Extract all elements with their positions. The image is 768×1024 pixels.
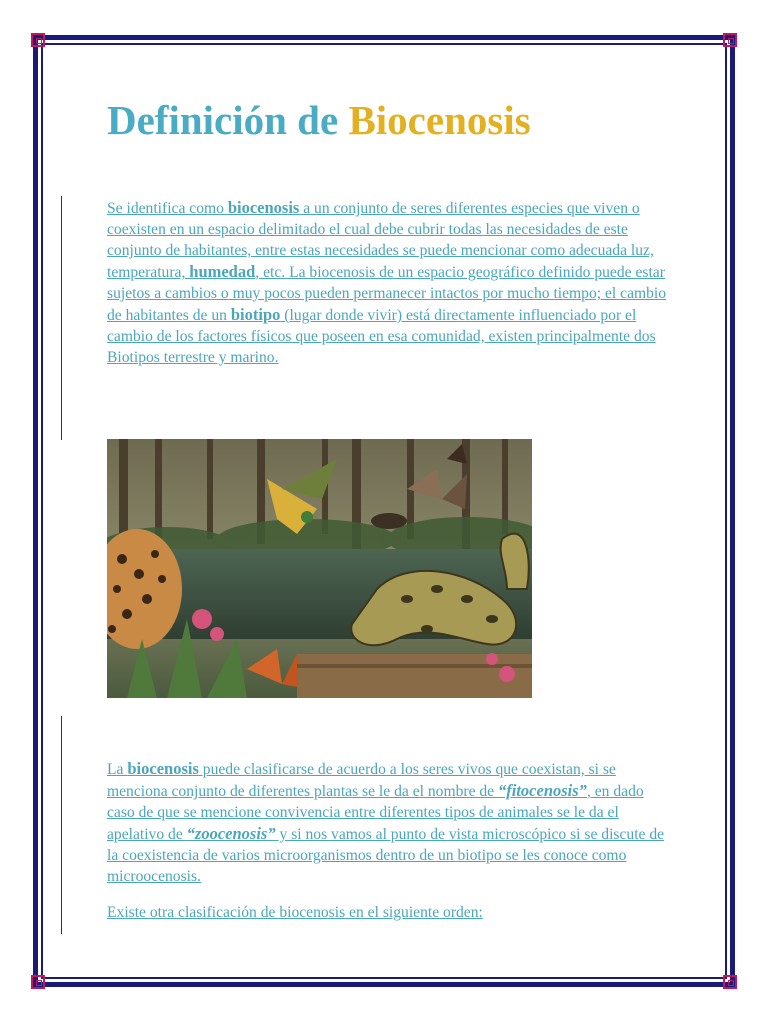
corner-ornament-top-right xyxy=(723,33,737,47)
text-run: , etc. La biocenosis de un espacio geográfico definido puede estar sujetos a cambios o muy pocos pueden permanecer intactos por mucho tiempo; el cambio de habitantes de un xyxy=(107,264,667,324)
corner-ornament-bottom-left xyxy=(31,975,45,989)
term-fitocenosis: “fitocenosis” xyxy=(498,781,587,800)
jungle-illustration xyxy=(107,439,532,698)
corner-ornament-top-left xyxy=(31,33,45,47)
margin-bar-2 xyxy=(61,716,62,934)
text-run: puede clasificarse de acuerdo a los seres vivos que coexistan, si se menciona conjunto de diferentes plantas se le da el nombre de xyxy=(107,761,616,800)
paragraph-intro[interactable] xyxy=(107,197,667,368)
paragraph-other-classification[interactable]: Existe otra clasificación de biocenosis en el siguiente orden: xyxy=(107,904,483,921)
title-part-biocenosis: Biocenosis xyxy=(348,97,531,143)
corner-ornament-bottom-right xyxy=(723,975,737,989)
text-run: (lugar donde vivir) está directamente influenciado por el cambio de los factores físicos que poseen en esa comunidad, existen principalmente dos Biotipos terrestre y marino. xyxy=(107,307,656,366)
text-run: , en dado caso de que se mencione convivencia entre diferentes tipos de animales se le da el apelativo de xyxy=(107,783,644,843)
text-run: y si nos vamos al punto de vista microscópico si se discute de la coexistencia de varios microorganismos dentro de un biotipo se les conoce como microocenosis. xyxy=(107,826,665,885)
text-run: a un conjunto de seres diferentes especies que viven o coexisten en un espacio delimitado el cual debe cubrir todas las necesidades de este conjunto de habitantes, entre estas necesidades se puede mencionar como adecuada luz, temperatura, xyxy=(107,200,654,281)
margin-bar-1 xyxy=(61,196,62,440)
term-biotipo: biotipo xyxy=(230,305,281,324)
title-part-definicion: Definición de xyxy=(107,97,339,143)
term-zoocenosis: “zoocenosis” xyxy=(186,824,276,843)
text-run: La xyxy=(107,761,128,778)
page-title xyxy=(107,96,531,144)
paragraph-classification[interactable] xyxy=(107,758,667,887)
text-run: Se identifica como xyxy=(107,200,228,217)
term-biocenosis: biocenosis xyxy=(127,759,199,778)
term-biocenosis: biocenosis xyxy=(227,198,300,217)
term-humedad: humedad xyxy=(189,262,256,281)
